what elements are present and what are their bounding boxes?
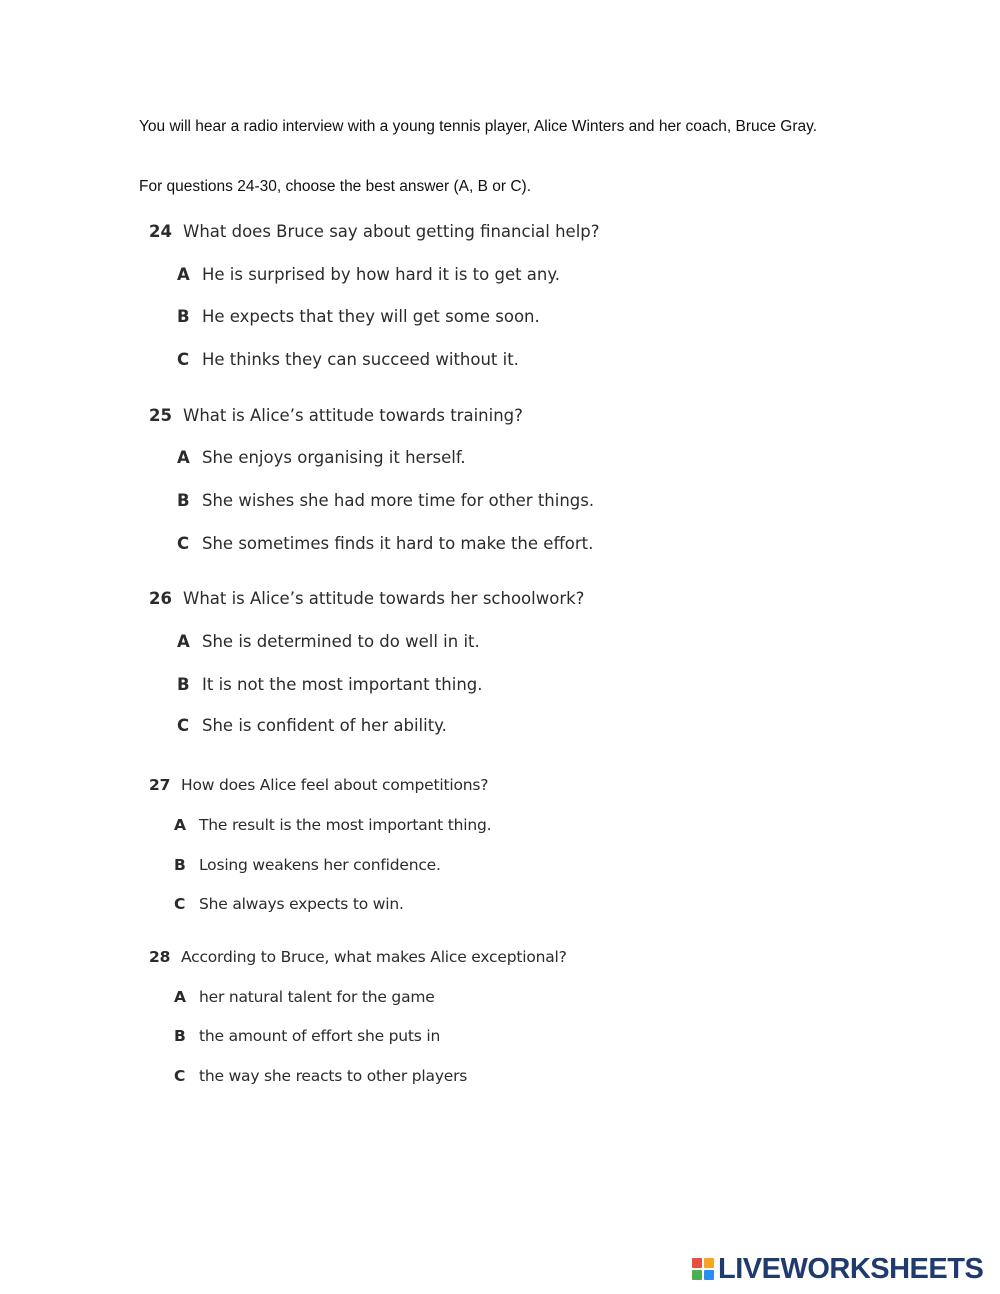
option-a[interactable] — [177, 263, 560, 287]
question-number: 26 — [149, 589, 172, 608]
question-number: 24 — [149, 222, 172, 241]
instructions-text: For questions 24-30, choose the best answer (A, B or C). — [139, 178, 531, 195]
option-letter: B — [174, 856, 186, 874]
option-letter: A — [174, 816, 186, 834]
option-c[interactable] — [174, 1064, 467, 1088]
option-text: the way she reacts to other players — [199, 1067, 468, 1085]
option-letter: B — [177, 307, 190, 326]
question-stem — [149, 587, 584, 611]
option-text: Losing weakens her confidence. — [199, 856, 441, 874]
question-stem — [149, 945, 567, 969]
option-text: She is determined to do well in it. — [202, 632, 480, 651]
option-text: The result is the most important thing. — [199, 816, 492, 834]
logo-mark-square — [692, 1270, 702, 1280]
question-text: What does Bruce say about getting financial help? — [183, 222, 600, 241]
question-number: 25 — [149, 406, 172, 425]
logo-mark-icon — [692, 1258, 714, 1280]
option-c[interactable] — [177, 348, 519, 372]
option-a[interactable] — [177, 446, 466, 470]
option-letter: A — [177, 632, 190, 651]
option-c[interactable] — [174, 892, 404, 916]
question-27 — [149, 773, 492, 913]
option-text: He thinks they can succeed without it. — [202, 350, 519, 369]
question-number: 27 — [149, 776, 171, 794]
logo-wordmark: LIVEWORKSHEETS — [718, 1253, 984, 1285]
option-a[interactable] — [174, 813, 491, 837]
option-b[interactable] — [177, 489, 594, 513]
option-letter: A — [177, 265, 190, 284]
option-letter: B — [174, 1027, 186, 1045]
option-letter: A — [177, 448, 190, 467]
question-25 — [149, 404, 595, 553]
option-letter: C — [174, 895, 186, 913]
option-text: She always expects to win. — [199, 895, 404, 913]
option-letter: C — [177, 350, 190, 369]
question-24 — [149, 220, 600, 369]
question-stem — [149, 404, 523, 428]
question-number: 28 — [149, 948, 171, 966]
option-b[interactable] — [177, 673, 483, 697]
option-letter: B — [177, 491, 190, 510]
option-c[interactable] — [177, 532, 593, 556]
option-text: He is surprised by how hard it is to get any. — [202, 265, 561, 284]
option-text: She enjoys organising it herself. — [202, 448, 466, 467]
option-letter: B — [177, 675, 190, 694]
option-c[interactable] — [177, 714, 447, 738]
option-letter: C — [174, 1067, 186, 1085]
logo-mark-square — [704, 1258, 714, 1268]
option-letter: C — [177, 716, 190, 735]
question-28 — [149, 945, 567, 1085]
option-b[interactable] — [174, 1024, 440, 1048]
question-stem — [149, 220, 600, 244]
logo-mark-square — [692, 1258, 702, 1268]
option-b[interactable] — [177, 305, 540, 329]
option-text: her natural talent for the game — [199, 988, 435, 1006]
intro-text: You will hear a radio interview with a young tennis player, Alice Winters and her coach, Bruce Gray. — [139, 118, 818, 135]
option-a[interactable] — [177, 630, 480, 654]
option-b[interactable] — [174, 853, 441, 877]
option-text: It is not the most important thing. — [202, 675, 483, 694]
option-text: She wishes she had more time for other things. — [202, 491, 595, 510]
liveworksheets-logo[interactable] — [692, 1252, 983, 1286]
option-letter: A — [174, 988, 186, 1006]
option-letter: C — [177, 534, 190, 553]
option-a[interactable] — [174, 985, 435, 1009]
logo-mark-square — [704, 1270, 714, 1280]
question-stem — [149, 773, 488, 797]
option-text: She is confident of her ability. — [202, 716, 447, 735]
option-text: He expects that they will get some soon. — [202, 307, 540, 326]
question-text: According to Bruce, what makes Alice exceptional? — [181, 948, 567, 966]
question-text: What is Alice’s attitude towards her schoolwork? — [183, 589, 585, 608]
question-text: What is Alice’s attitude towards training? — [183, 406, 523, 425]
question-26 — [149, 587, 585, 735]
option-text: the amount of effort she puts in — [199, 1027, 441, 1045]
option-text: She sometimes finds it hard to make the effort. — [202, 534, 594, 553]
question-text: How does Alice feel about competitions? — [181, 776, 489, 794]
